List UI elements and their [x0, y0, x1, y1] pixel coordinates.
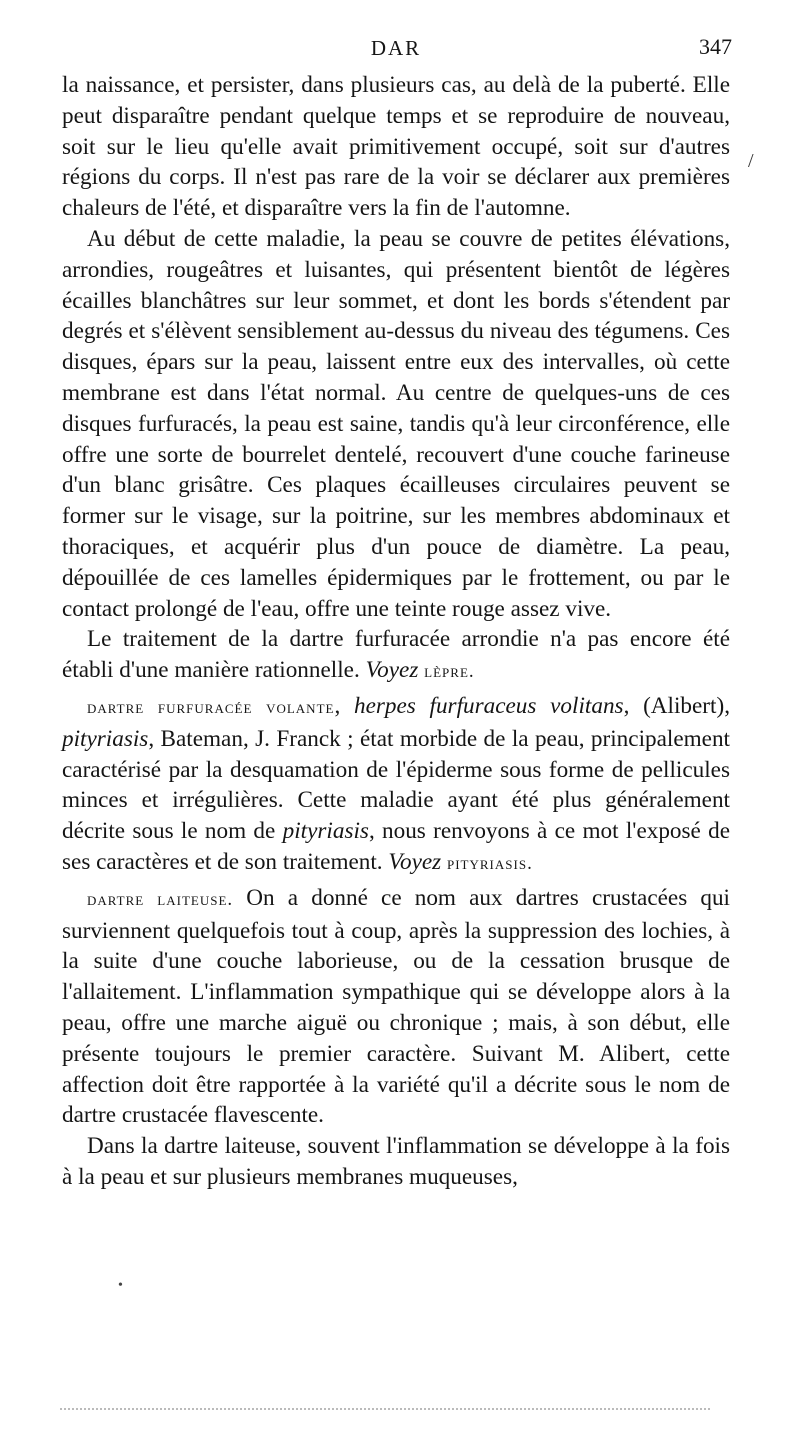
entry-dartre-laiteuse	[62, 883, 730, 1131]
entry-separator: ,	[334, 692, 354, 719]
cross-reference-pityriasis: pityriasis.	[447, 852, 533, 874]
ink-speck: •	[118, 1278, 123, 1293]
entry-definition: On a donné ce nom aux dartres crustacées qui surviennent quelquefois tout à coup, après la suppression des lochies, à la suite d'une couche laborieuse, ou de la cessation brusque de l'allaitement. L'inflammation sympathique qui se développe alors à la peau, offre une marche aiguë ou chronique ; mais, à son début, elle présente toujours le premier caractère. Suivant M. Alibert, cette affection doit être rapportée à la variété qu'il a décrite sous le nom de dartre crustacée flavescente.	[62, 884, 730, 1129]
entry-headword: dartre furfuracée volante	[87, 696, 335, 718]
margin-mark: /	[748, 150, 754, 172]
paragraph-continuation: la naissance, et persister, dans plusieurs cas, au delà de la puberté. Elle peut disparaître pendant quelque temps et se reproduire de nouveau, soit sur le lieu qu'elle avait primitivement occupé, soit sur d'autres régions du corps. Il n'est pas rare de la voir se déclarer aux premières chaleurs de l'été, et disparaître vers la fin de l'automne.	[62, 72, 730, 222]
entry-dartre-furfuracee-volante	[62, 691, 730, 880]
synonym-pityriasis: pityriasis	[62, 725, 149, 752]
cross-reference-lepre: lèpre.	[424, 661, 475, 683]
see-also-label: Voyez	[388, 848, 442, 875]
running-head	[62, 0, 730, 70]
entry-referral: , nous renvoyons à ce mot l'exposé de ses caractères et de son traitement.	[62, 818, 731, 875]
entry-authority: , (Alibert),	[623, 692, 730, 719]
term-pityriasis: pityriasis	[282, 818, 369, 845]
entry-definition: , Bateman, J. Franck ; état morbide de la peau, principalement caractérisé par la desquamation de l'épiderme sous forme de pellicules minces et irrégulières. Cette maladie ayant été plus généralement décrite sous le nom de	[62, 725, 730, 845]
page-number: 347	[699, 34, 732, 59]
body-text	[62, 70, 730, 1193]
running-head-title: DAR	[370, 36, 422, 60]
see-also-label: Voyez	[365, 657, 419, 684]
paragraph-treatment	[62, 624, 730, 688]
treatment-text: Le traitement de la dartre furfuracée arrondie n'a pas encore été établi d'une manière rationnelle.	[62, 626, 730, 684]
paragraph-description: Au début de cette maladie, la peau se couvre de petites élévations, arrondies, rougeâtres et luisantes, qui présentent bientôt de légères écailles blanchâtres sur leur sommet, et dont les bords s'étendent par degrés et s'élèvent sensiblement au-dessus du niveau des tégumens. Ces disques, épars sur la peau, laissent entre eux des intervalles, où cette membrane est dans l'état normal. Au centre de quelques-uns de ces disques furfuracés, la peau est saine, tandis qu'à leur circonférence, elle offre une sorte de bourrelet dentelé, recouvert d'une couche farineuse d'un blanc grisâtre. Ces plaques écailleuses circulaires peuvent se former sur le visage, sur la poitrine, sur les membres abdominaux et thoraciques, et acquérir plus d'un pouce de diamètre. La peau, dépouillée de ces lamelles épidermiques par le frottement, ou par le contact prolongé de l'eau, offre une teinte rouge assez vive.	[62, 225, 730, 622]
latin-name: herpes furfuraceus volitans	[353, 692, 624, 719]
bottom-bleed-through	[60, 1408, 710, 1410]
entry-headword: dartre laiteuse.	[87, 888, 234, 910]
paragraph-laiteuse-detail: Dans la dartre laiteuse, souvent l'inflammation se développe à la fois à la peau et sur plusieurs membranes muqueuses,	[62, 1133, 730, 1190]
